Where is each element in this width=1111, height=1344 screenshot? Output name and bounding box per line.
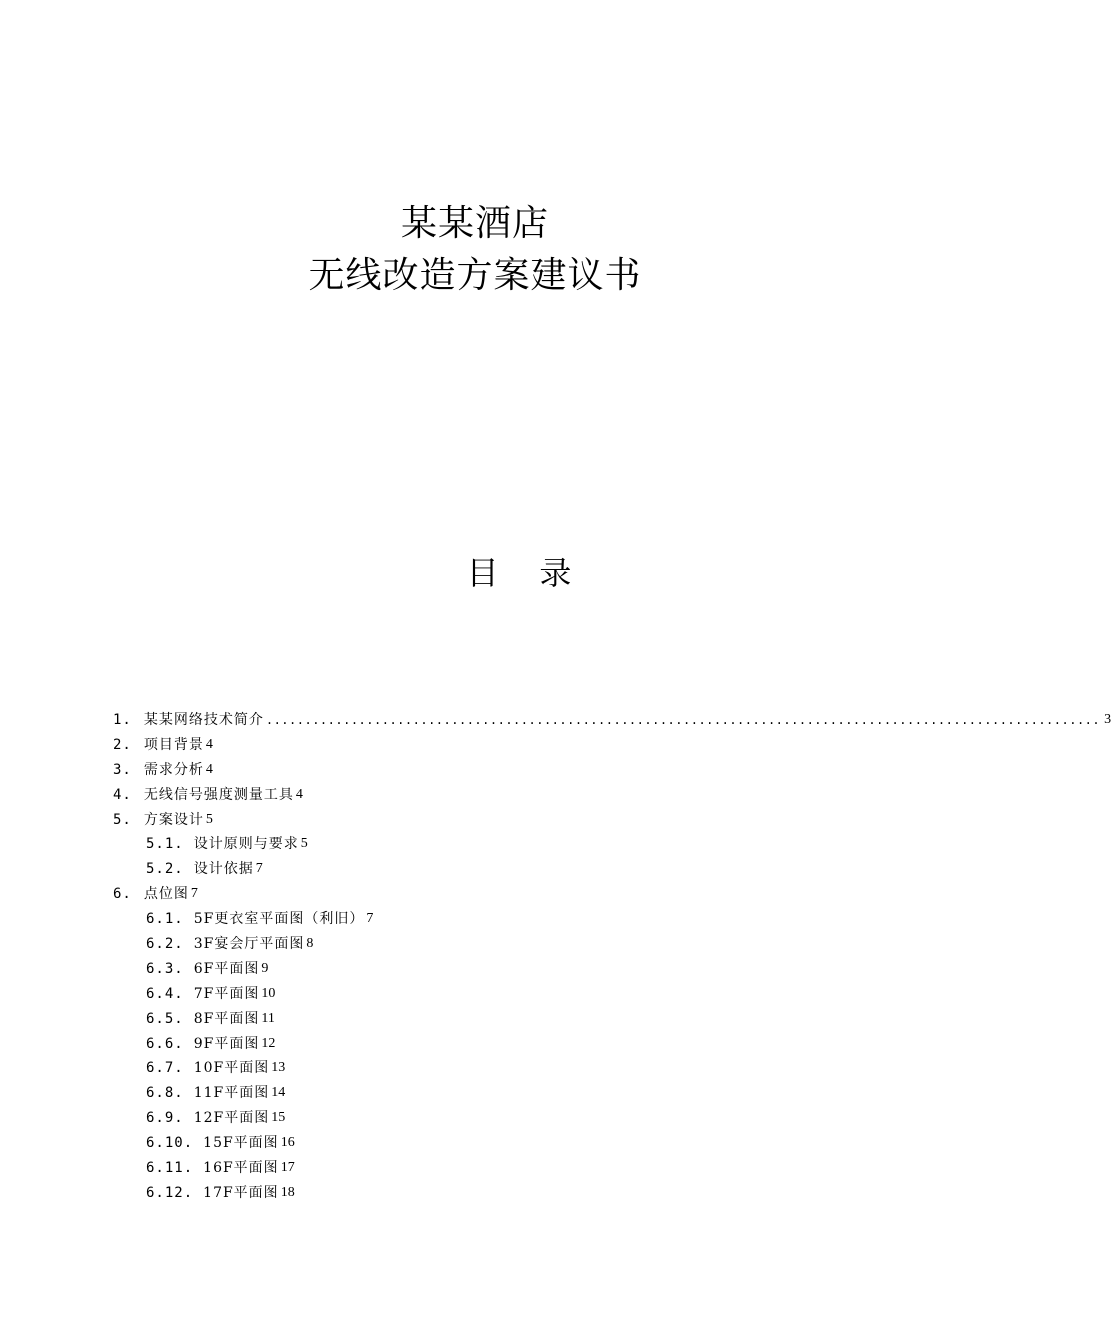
- toc-entry-number: 5.1.: [146, 836, 184, 853]
- toc-entry[interactable]: [113, 982, 843, 1007]
- toc-entry-page: 8: [306, 936, 314, 952]
- toc-entry-number: 3.: [113, 761, 132, 778]
- toc-entry-page: 10: [261, 985, 276, 1001]
- toc-entry-label: 5F更衣室平面图（利旧）: [193, 911, 365, 928]
- toc-entry[interactable]: [113, 1131, 843, 1156]
- toc-entry-label: 3F宴会厅平面图: [193, 936, 305, 953]
- toc-entry-label: 12F平面图: [193, 1110, 270, 1127]
- toc-entry-label: 设计依据: [193, 861, 254, 878]
- toc-entry-label: 设计原则与要求: [193, 836, 299, 853]
- toc-entry-page: 7: [190, 886, 198, 902]
- toc-entry-number: 6.8.: [146, 1085, 184, 1102]
- toc-entry[interactable]: [113, 1032, 843, 1057]
- toc-entry[interactable]: [113, 708, 1111, 733]
- toc-entry-label: 需求分析: [143, 761, 204, 778]
- toc-entry[interactable]: [113, 907, 843, 932]
- title-line-hotel: 某某酒店: [400, 203, 549, 244]
- toc-entry-number: 4.: [113, 786, 132, 803]
- toc-entry-label: 11F平面图: [193, 1085, 270, 1102]
- toc-entry-label: 项目背景: [143, 736, 204, 753]
- toc-entry-page: 12: [261, 1035, 276, 1051]
- toc-entry[interactable]: [113, 733, 843, 758]
- toc-entry-label: 10F平面图: [193, 1060, 270, 1077]
- toc-entry-label: 7F平面图: [193, 985, 260, 1002]
- table-of-contents: [113, 708, 1111, 1206]
- toc-entry-page: 14: [271, 1085, 286, 1101]
- toc-entry-label: 某某网络技术简介: [143, 712, 264, 728]
- toc-entry-number: 6.: [113, 886, 132, 903]
- toc-entry-page: 9: [261, 960, 269, 976]
- toc-entry[interactable]: [113, 857, 843, 882]
- toc-entry[interactable]: [113, 1181, 843, 1206]
- toc-entry[interactable]: [113, 932, 843, 957]
- toc-entry[interactable]: [113, 758, 843, 783]
- toc-entry-page: 4: [295, 786, 303, 802]
- toc-entry-page: 15: [271, 1110, 286, 1126]
- toc-entry-number: 5.: [113, 811, 132, 828]
- title-line-proposal: 无线改造方案建议书: [308, 255, 642, 296]
- toc-entry-number: 6.1.: [146, 911, 184, 928]
- toc-entry-label: 8F平面图: [193, 1010, 260, 1027]
- toc-entry-page: 4: [205, 736, 213, 752]
- toc-entry-number: 6.9.: [146, 1110, 184, 1127]
- toc-entry-page: 3: [1104, 712, 1111, 727]
- toc-entry-number: 6.2.: [146, 936, 184, 953]
- toc-entry-page: 11: [261, 1010, 275, 1026]
- toc-entry[interactable]: [113, 1007, 843, 1032]
- toc-entry-page: 5: [300, 836, 308, 852]
- toc-entry-number: 6.3.: [146, 960, 184, 977]
- toc-entry-page: 16: [280, 1135, 295, 1151]
- toc-dot-leader: ............................................................................................................: [265, 713, 1101, 727]
- toc-entry-page: 4: [205, 761, 213, 777]
- toc-entry-label: 15F平面图: [203, 1135, 279, 1152]
- toc-entry-label: 17F平面图: [203, 1184, 279, 1201]
- toc-entry-number: 6.5.: [146, 1010, 184, 1027]
- toc-entry-number: 5.2.: [146, 861, 184, 878]
- toc-entry-label: 无线信号强度测量工具: [143, 786, 294, 803]
- toc-entry-page: 13: [271, 1060, 286, 1076]
- toc-entry-page: 7: [255, 861, 263, 877]
- toc-entry[interactable]: [113, 808, 843, 833]
- toc-entry-label: 9F平面图: [193, 1035, 260, 1052]
- toc-entry-page: 17: [280, 1160, 295, 1176]
- toc-entry[interactable]: [113, 832, 843, 857]
- toc-entry[interactable]: [113, 1081, 843, 1106]
- toc-heading: 目 录: [466, 554, 572, 592]
- toc-entry-label: 点位图: [143, 886, 189, 903]
- toc-entry-page: 18: [280, 1184, 295, 1200]
- toc-entry-number: 6.6.: [146, 1035, 184, 1052]
- toc-entry[interactable]: [113, 1106, 843, 1131]
- toc-entry-page: 7: [366, 911, 374, 927]
- document-title: [0, 198, 950, 302]
- toc-entry-label: 16F平面图: [203, 1160, 279, 1177]
- toc-entry[interactable]: [113, 957, 843, 982]
- toc-entry-number: 6.4.: [146, 985, 184, 1002]
- toc-entry[interactable]: [113, 1056, 843, 1081]
- toc-entry-page: 5: [205, 811, 213, 827]
- toc-entry[interactable]: [113, 783, 843, 808]
- toc-entry[interactable]: [113, 1156, 843, 1181]
- toc-entry[interactable]: [113, 882, 843, 907]
- toc-entry-number: 6.10.: [146, 1135, 194, 1152]
- toc-entry-number: 1.: [113, 712, 132, 728]
- toc-entry-number: 6.12.: [146, 1184, 194, 1201]
- toc-entry-number: 2.: [113, 736, 132, 753]
- toc-entry-number: 6.11.: [146, 1160, 194, 1177]
- toc-entry-number: 6.7.: [146, 1060, 184, 1077]
- toc-entry-label: 方案设计: [143, 811, 204, 828]
- toc-entry-label: 6F平面图: [193, 960, 260, 977]
